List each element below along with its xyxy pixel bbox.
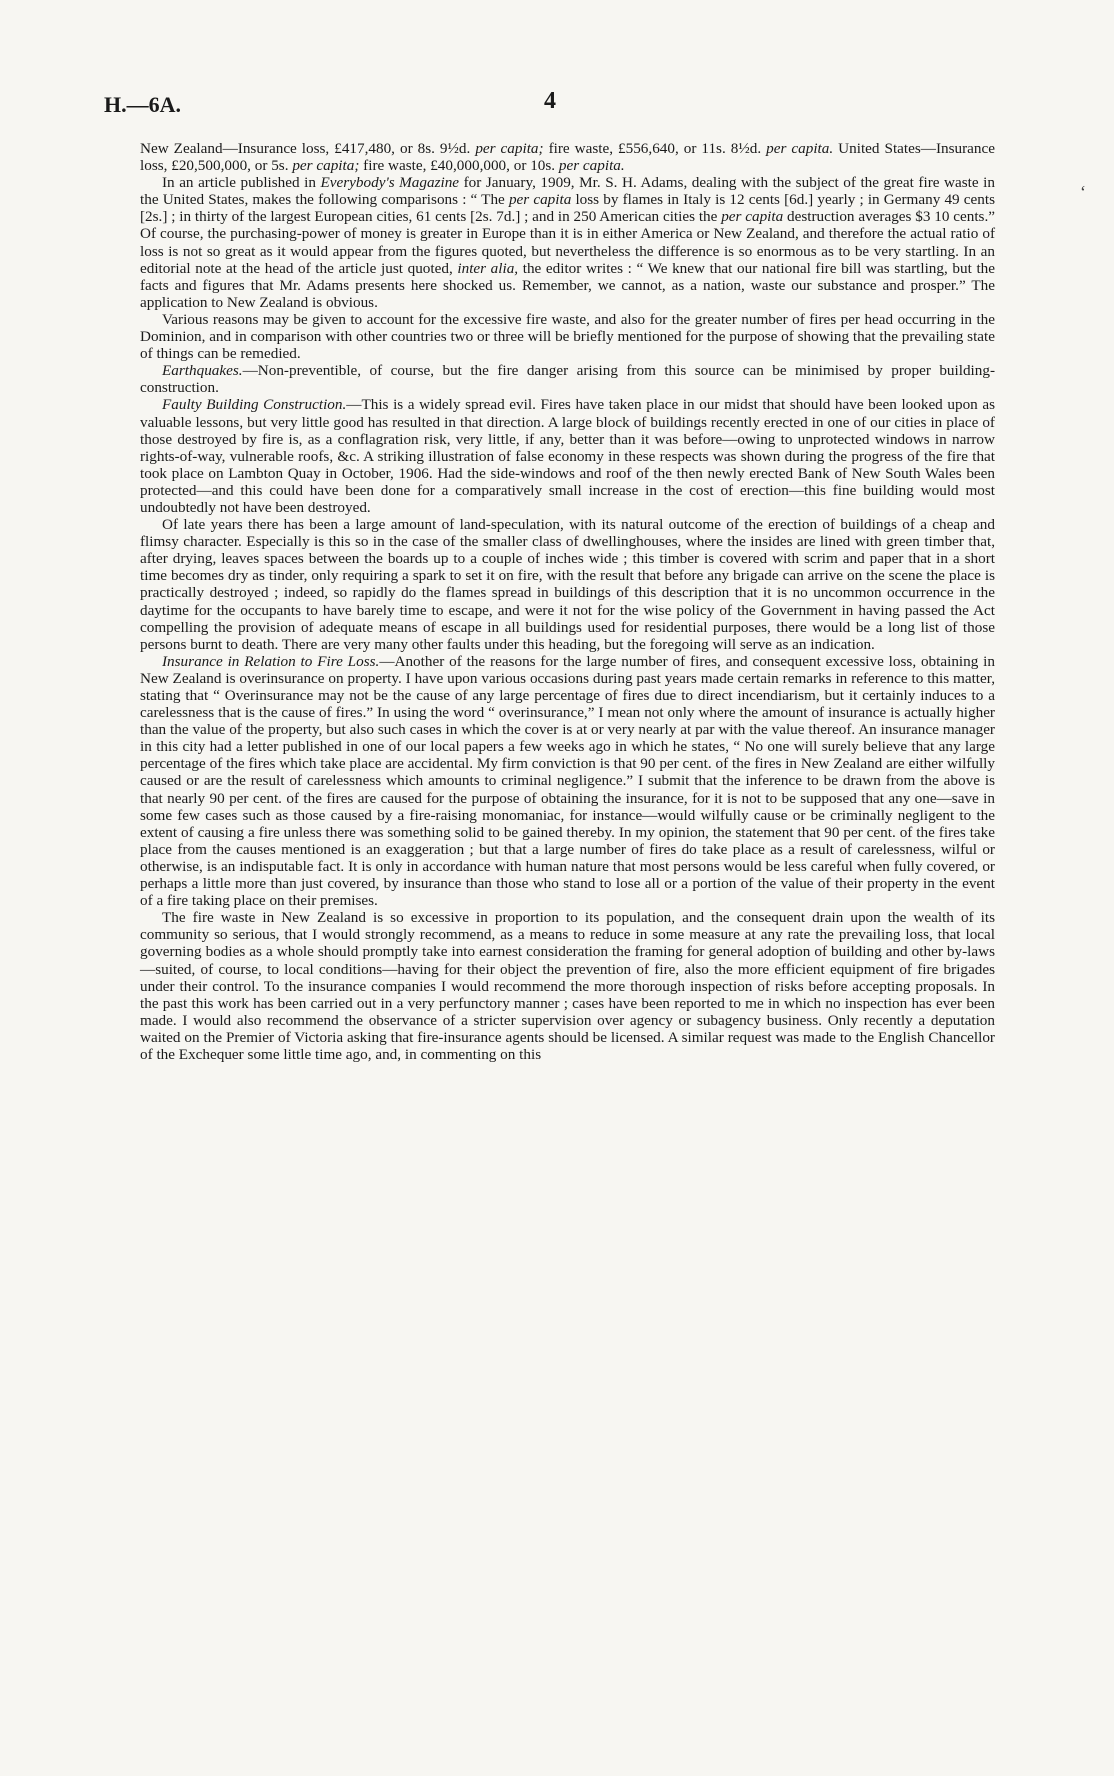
text-run: destruction averages $3 10 cents.” Of course, the purchasing-power of money is greater in Europe than it is in either America or New Zealand, and therefore the actual ratio of loss is not so great as it would appear from the figures quoted, but nevertheless the difference is so enormous as to be very startling. In an editorial note at the head of the article just quoted,: [140, 208, 995, 277]
text-run: Of late years there has been a large amount of land-speculation, with its natural outcome of the erection of buildings of a cheap and flimsy character. Especially is this so in the case of the smaller class of dwellinghouses, where the insides are lined with green timber that, after drying, leaves spaces between the boards up to a couple of inches wide ; this timber is covered with scrim and paper that in a short time becomes dry as tinder, only requiring a spark to set it on fire, with the result that before any brigade can arrive on the scene the place is practically destroyed ; indeed, so rapidly do the flames spread in buildings of this description that it is no uncommon occurrence in the daytime for the occupants to have barely time to escape, and were it not for the wise policy of the Government in having passed the Act compelling the provision of adequate means of escape in all buildings used for residential purposes, there would be a long list of those persons burnt to death. There are very many other faults under this heading, but the foregoing will serve as an indication.: [140, 516, 995, 653]
text-run: The fire waste in New Zealand is so excessive in proportion to its population, and the consequent drain upon the wealth of its community so serious, that I would strongly recommend, as a means to reduce in some measure at any rate the prevailing loss, that local governing bodies as a whole should promptly take into earnest consideration the framing for general adoption of building and other by-laws—suited, of course, to local conditions—having for their object the prevention of fire, also the more efficient equipment of fire brigades under their control. To the insurance companies I would recommend the more thorough inspection of risks before accepting proposals. In the past this work has been carried out in a very perfunctory manner ; cases have been reported to me in which no inspection has ever been made. I would also recommend the observance of a stricter supervision over agency or subagency business. Only recently a deputation waited on the Premier of Victoria asking that fire-insurance agents should be licensed. A similar request was made to the English Chancellor of the Exchequer some little time ago, and, in commenting on this: [140, 909, 995, 1063]
text-run: New Zealand—Insurance loss, £417,480, or 8s. 9½d.: [140, 140, 476, 157]
italic-text: per capita: [508, 191, 572, 209]
italic-text: Everybody's Magazine: [320, 174, 460, 192]
page-header: [104, 88, 994, 124]
italic-text: Faulty Building Construction.: [162, 396, 347, 414]
text-run: —Non-preventible, of course, but the fire danger arising from this source can be minimised by proper building-construction.: [140, 362, 995, 397]
text-run: United States—Insurance loss, £20,500,000, or 5s.: [140, 140, 995, 175]
paragraph: [140, 516, 995, 653]
italic-text: Insurance in Relation to Fire Loss.: [162, 652, 380, 670]
paragraph: [140, 362, 995, 396]
paragraph: [140, 174, 995, 311]
text-run: fire waste, £556,640, or 11s. 8½d.: [543, 140, 767, 157]
italic-text: inter alia,: [457, 259, 519, 277]
text-run: —This is a widely spread evil. Fires have taken place in our midst that should have been looked upon as valuable lessons, but very little good has resulted in that direction. A large block of buildings recently erected in one of our cities in place of those destroyed by fire is, as a conflagration risk, very little, if any, better than it was before—owing to unprotected windows in narrow rights-of-way, vulnerable roofs, &c. A striking illustration of false economy in these respects was shown during the progress of the fire that took place on Lambton Quay in October, 1906. Had the side-windows and roof of the then newly erected Bank of New South Wales been protected—and this could have been done for a comparatively small increase in the cost of erection—this fine building would most undoubtedly not have been destroyed.: [140, 396, 995, 516]
text-run: the editor writes : “ We knew that our national fire bill was startling, but the facts and figures that Mr. Adams presents here shocked us. Remember, we cannot, as a nation, waste our substance and prosper.” The application to New Zealand is obvious.: [140, 259, 995, 311]
document-reference: H.—6A.: [104, 92, 181, 117]
text-run: —Another of the reasons for the large number of fires, and consequent excessive loss, obtaining in New Zealand is overinsurance on property. I have upon various occasions during past years made certain remarks in reference to this matter, stating that “ Overinsurance may not be the cause of any large percentage of fires due to direct incendiarism, but it certainly induces to a carelessness that is the cause of fires.” In using the word “ overinsurance,” I mean not only where the amount of insurance is actually higher than the value of the property, but also such cases in which the cover is at or very nearly at par with the value thereof. An insurance manager in this city had a letter published in one of our local papers a few weeks ago in which he states, “ No one will surely believe that any large percentage of the fires which take place are accidental. My firm conviction is that 90 per cent. of the fires in New Zealand are either wilfully caused or are the result of carelessness which amounts to criminal negligence.” I submit that the inference to be drawn from the above is that nearly 90 per cent. of the fires are caused for the purpose of obtaining the insurance, for it is not to be supposed that any one—save in some few cases such as those caused by a fire-raising monomaniac, for instance—would wilfully cause or be criminally negligent to the extent of causing a fire unless there was something solid to be gained thereby. In my opinion, the statement that 90 per cent. of the fires take place from the causes mentioned is an exaggeration ; but that a large number of fires do take place as a result of carelessness, wilful or otherwise, is an indisputable fact. It is only in accordance with human nature that most persons would be less careful when fully covered, or perhaps a little more than just covered, by insurance than those who stand to lose all or a portion of the value of their property in the event of a fire taking place on their premises.: [140, 652, 995, 910]
italic-text: per capita;: [292, 157, 360, 175]
margin-mark: ʻ: [1080, 182, 1086, 202]
paragraph: [140, 311, 995, 362]
paragraph: [140, 909, 995, 1063]
text-run: Various reasons may be given to account for the excessive fire waste, and also for the greater number of fires per head occurring in the Dominion, and in comparison with other countries two or three will be briefly mentioned for the purpose of showing that the prevailing state of things can be remedied.: [140, 310, 995, 363]
paragraph: [140, 653, 995, 909]
text-run: fire waste, £40,000,000, or 10s.: [359, 157, 559, 175]
text-run: for January, 1909, Mr. S. H. Adams, dealing with the subject of the great fire waste in the United States, makes the following comparisons : “ The: [140, 174, 995, 209]
italic-text: per capita.: [766, 140, 834, 157]
italic-text: per capita.: [558, 157, 625, 175]
italic-text: Earthquakes.: [162, 362, 243, 380]
paragraph: [140, 140, 995, 174]
text-run: In an article published in: [162, 174, 321, 192]
italic-text: per capita;: [475, 140, 544, 157]
body-text: [140, 140, 995, 1063]
paragraph: [140, 396, 995, 516]
text-run: loss by flames in Italy is 12 cents [6d.] yearly ; in Germany 49 cents [2s.] ; in thirty of the largest European cities, 61 cents [2s. 7d.] ; and in 250 American cities the: [140, 191, 995, 226]
page-number: 4: [544, 88, 556, 114]
italic-text: per capita: [721, 208, 784, 226]
